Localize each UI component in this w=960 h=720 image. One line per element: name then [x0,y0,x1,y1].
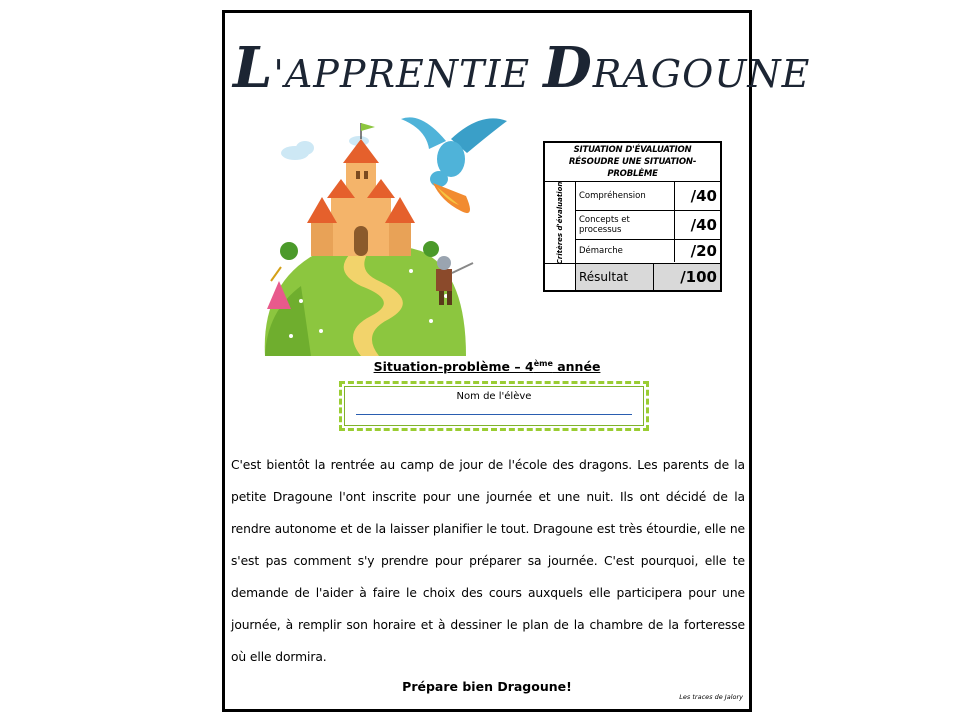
dragon-icon [401,117,507,213]
title-initial-d: D [543,35,593,101]
criterion-score: /20 [690,242,717,260]
page-title [233,35,811,101]
criterion-score: /40 [690,216,717,234]
title-word-1: 'APPRENTIE [273,52,544,96]
problem-statement: C'est bientôt la rentrée au camp de jour de l'école des dragons. Les parents de la petite Dragoune l'ont inscrite pour une journée et une nuit. Ils ont décidé de la rendre autonome et de la laisser planifier le tout. Dragoune est très étourdie, elle ne s'est pas comment s'y prendre pour préparer sa journée. C'est pourquoi, elle te demande de l'aider à faire le choix des cours auxquels elle participera pour une journée, à remplir son horaire et à dessiner le plan de la chambre de la forteresse où elle dormira. [231,458,745,664]
criterion-label: Démarche [576,240,675,262]
title-initial-l: L [233,35,274,101]
student-name-box [339,381,649,431]
closing-line: Prépare bien Dragoune! [402,679,572,694]
criterion-row [576,240,720,262]
worksheet-page [222,10,811,712]
criterion-label: Concepts et processus [576,211,675,239]
evaluation-header-line2: RÉSOUDRE UNE SITUATION-PROBLÈME [568,157,697,179]
subtitle-sup: ème [533,359,553,368]
student-name-line[interactable] [356,414,632,415]
result-row [545,263,720,290]
result-label: Résultat [575,264,654,290]
subtitle-main: Situation-problème – 4 [373,359,534,375]
criterion-row [576,211,720,240]
author-credit: Les traces de Jalory [679,693,743,701]
criteria-side-text: Critères d'évaluation [556,181,564,264]
criterion-label: Compréhension [576,182,675,210]
evaluation-header [545,143,720,182]
evaluation-header-line1: SITUATION D'ÉVALUATION [573,145,692,155]
criterion-score: /40 [690,187,717,205]
castle-dragon-illustration [261,101,511,356]
subtitle-end: année [552,359,601,375]
result-score: /100 [654,264,720,290]
evaluation-grid [543,141,722,292]
criteria-side-label [545,182,576,263]
criterion-row [576,182,720,211]
title-word-2: RAGOUNE [592,52,811,96]
castle-icon [307,123,415,256]
subtitle [225,359,749,374]
student-name-label: Nom de l'élève [456,391,532,402]
